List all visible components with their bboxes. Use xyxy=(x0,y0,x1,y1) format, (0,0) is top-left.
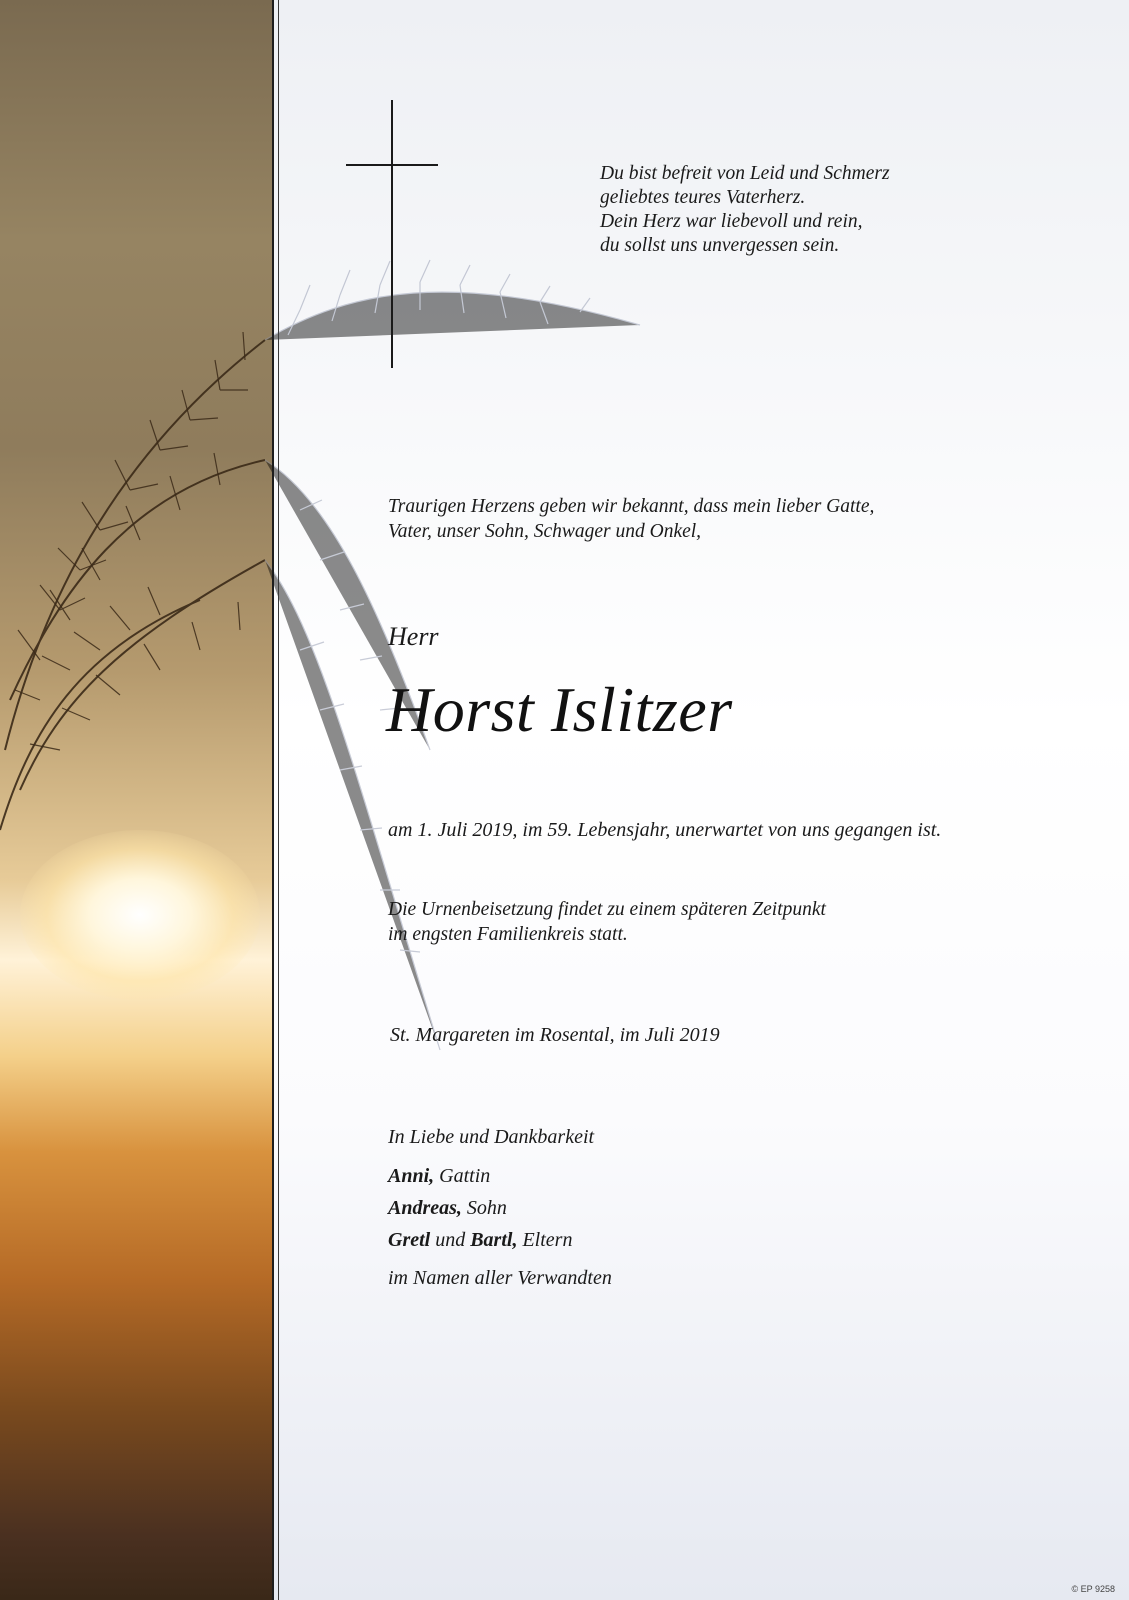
vertical-divider-line xyxy=(272,0,274,1600)
mourner-entry xyxy=(388,1197,507,1220)
announcement-text xyxy=(388,494,874,544)
poem-line: Dein Herz war liebevoll und rein, xyxy=(600,211,863,232)
death-notice: am 1. Juli 2019, im 59. Lebensjahr, unerwartet von uns gegangen ist. xyxy=(388,819,942,841)
mourner-name: Gretl xyxy=(388,1229,431,1251)
mourner-name: Bartl, xyxy=(470,1229,518,1251)
mourner-name: Anni, xyxy=(388,1165,435,1187)
poem-line: Du bist befreit von Leid und Schmerz xyxy=(600,163,890,184)
announcement-line: Vater, unser Sohn, Schwager und Onkel, xyxy=(388,521,702,542)
mourner-connector: und xyxy=(435,1229,466,1251)
closing-phrase: In Liebe und Dankbarkeit xyxy=(388,1126,595,1148)
burial-line: Die Urnenbeisetzung findet zu einem späteren Zeitpunkt xyxy=(388,899,826,920)
relatives-line: im Namen aller Verwandten xyxy=(388,1267,612,1289)
footer-code: © EP 9258 xyxy=(1071,1584,1115,1594)
cross-icon xyxy=(346,100,438,368)
mourner-entry xyxy=(388,1165,490,1188)
deceased-name: Horst Islitzer xyxy=(386,674,733,745)
poem-line: geliebtes teures Vaterherz. xyxy=(600,187,806,208)
burial-line: im engsten Familienkreis statt. xyxy=(388,924,628,945)
mourner-relation: Eltern xyxy=(522,1229,573,1251)
memorial-poem xyxy=(600,162,890,258)
mourner-relation: Gattin xyxy=(439,1165,491,1187)
place-date: St. Margareten im Rosental, im Juli 2019 xyxy=(390,1024,720,1046)
mourner-entry xyxy=(388,1229,572,1252)
deceased-title: Herr xyxy=(388,622,439,651)
poem-line: du sollst uns unvergessen sein. xyxy=(600,235,840,256)
announcement-line: Traurigen Herzens geben wir bekannt, dass mein lieber Gatte, xyxy=(388,496,875,517)
vertical-divider-line-thin xyxy=(278,0,279,1600)
mourner-name: Andreas, xyxy=(388,1197,462,1219)
mourner-relation: Sohn xyxy=(466,1197,507,1219)
burial-info xyxy=(388,897,826,947)
